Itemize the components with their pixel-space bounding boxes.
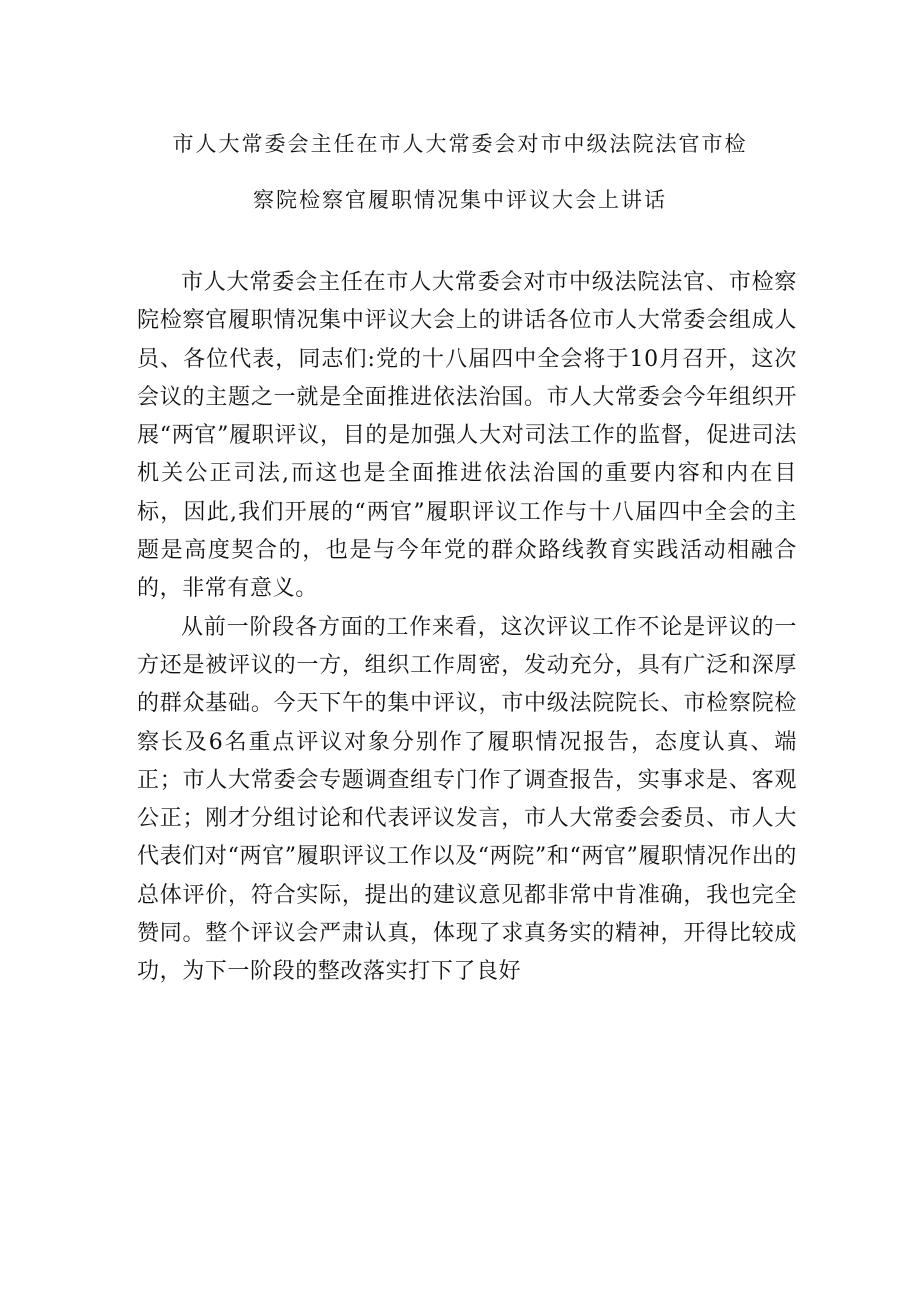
paragraph-2: 从前一阶段各方面的工作来看，这次评议工作不论是评议的一方还是被评议的一方，组织工作周密，发动充分，具有广泛和深厚的群众基础。今天下午的集中评议，市中级法院院长、市检察院检察长及6名重点评议对象分别作了履职情况报告，态度认真、端正；市人大常委会专题调查组专门作了调查报告，实事求是、客观公正；刚才分组讨论和代表评议发言，市人大常委会委员、市人大代表们对“两官”履职评议工作以及“两院”和“两官”履职情况作出的总体评价，符合实际，提出的建议意见都非常中肯准确，我也完全赞同。整个评议会严肃认真，体现了求真务实的精神，开得比较成功，为下一阶段的整改落实打下了良好 <box>137 614 797 985</box>
paragraph-1: 市人大常委会主任在市人大常委会对市中级法院法官、市检察院检察官履职情况集中评议大会上的讲话各位市人大常委会组成人员、各位代表，同志们:党的十八届四中全会将于10月召开，这次会议的主题之一就是全面推进依法治国。市人大常委会今年组织开展“两官”履职评议，目的是加强人大对司法工作的监督，促进司法机关公正司法,而这也是全面推进依法治国的重要内容和内在目标，因此,我们开展的“两官”履职评议工作与十八届四中全会的主题是高度契合的，也是与今年党的群众路线教育实践活动相融合的，非常有意义。 <box>137 270 797 602</box>
document-body <box>137 264 797 992</box>
document-title-line-2: 察院检察官履职情况集中评议大会上讲话 <box>253 188 667 212</box>
document-title-line-1: 市人大常委会主任在市人大常委会对市中级法院法官市检 <box>172 132 748 156</box>
